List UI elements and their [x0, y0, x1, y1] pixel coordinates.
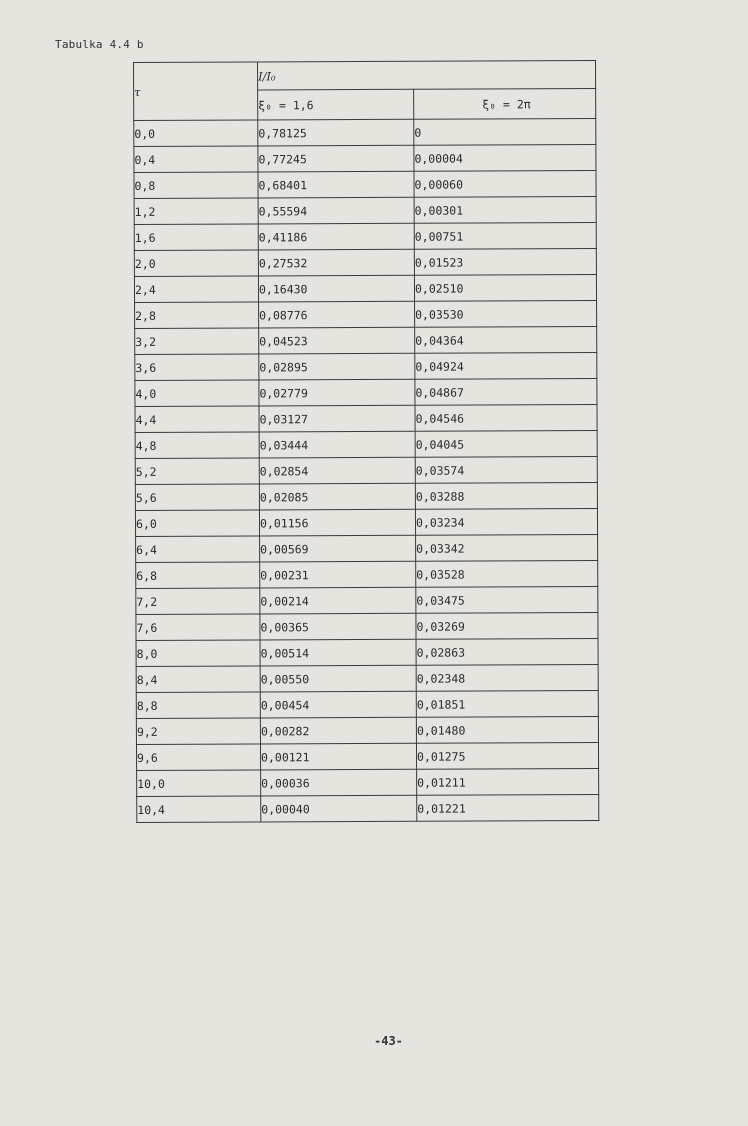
tau-cell: 0,4	[134, 146, 258, 173]
tau-cell: 2,0	[134, 250, 258, 277]
xi-2pi-value-cell: 0,04546	[415, 404, 597, 431]
table-row	[134, 248, 596, 276]
tau-cell: 10,0	[137, 770, 261, 797]
table-row	[135, 508, 597, 536]
table-row	[134, 196, 596, 224]
table-row	[135, 404, 597, 432]
tau-cell: 2,4	[134, 276, 258, 303]
tau-cell: 7,2	[136, 588, 260, 615]
xi-2pi-value-cell: 0,03574	[415, 456, 597, 483]
xi-1-6-value-cell: 0,00514	[260, 639, 416, 666]
xi-2pi-value-cell: 0,03528	[416, 560, 598, 587]
tau-cell: 2,8	[135, 302, 259, 329]
table-row	[135, 430, 597, 458]
xi-1-6-value-cell: 0,02779	[259, 379, 415, 406]
table-row	[136, 612, 598, 640]
table-body	[134, 118, 599, 822]
xi-1-6-value-cell: 0,00454	[260, 691, 416, 718]
xi-2pi-value-cell: 0,01480	[416, 716, 598, 743]
tau-cell: 4,4	[135, 406, 259, 433]
xi-1-6-value-cell: 0,00569	[260, 535, 416, 562]
xi-1-6-value-cell: 0,00040	[261, 795, 417, 822]
table-row	[136, 638, 598, 666]
xi-2pi-value-cell: 0,00004	[414, 144, 596, 171]
xi-2pi-value-cell: 0,04924	[415, 352, 597, 379]
table-row	[136, 742, 598, 770]
table-row	[135, 456, 597, 484]
xi-1-6-value-cell: 0,08776	[259, 301, 415, 328]
table-row	[136, 716, 598, 744]
xi-1-6-value-cell: 0,00214	[260, 587, 416, 614]
tau-cell: 7,6	[136, 614, 260, 641]
xi-2pi-value-cell: 0,00751	[414, 222, 596, 249]
xi-1-6-value-cell: 0,00365	[260, 613, 416, 640]
table-row	[135, 326, 597, 354]
table-caption: Tabulka 4.4 b	[55, 38, 144, 51]
table-row	[136, 664, 598, 692]
xi-1-6-value-cell: 0,03444	[259, 431, 415, 458]
xi-2pi-value-cell: 0,04045	[415, 430, 597, 457]
tau-cell: 3,6	[135, 354, 259, 381]
table-row	[135, 378, 597, 406]
xi-1-6-value-cell: 0,27532	[258, 249, 414, 276]
tau-cell: 0,0	[134, 120, 258, 147]
xi-1-6-value-cell: 0,02854	[259, 457, 415, 484]
tau-cell: 6,8	[136, 562, 260, 589]
table-row	[136, 560, 598, 588]
tau-cell: 0,8	[134, 172, 258, 199]
tau-cell: 4,0	[135, 380, 259, 407]
table-row	[137, 794, 599, 822]
xi-1-6-value-cell: 0,01156	[259, 509, 415, 536]
xi-1-6-value-cell: 0,78125	[258, 119, 414, 146]
tau-cell: 8,0	[136, 640, 260, 667]
xi-2pi-value-cell: 0	[414, 118, 596, 145]
table-row	[134, 144, 596, 172]
table-row	[136, 690, 598, 718]
xi-1-6-value-cell: 0,55594	[258, 197, 414, 224]
xi-1-6-value-cell: 0,00231	[260, 561, 416, 588]
data-table	[133, 60, 599, 823]
xi-2pi-value-cell: 0,02863	[416, 638, 598, 665]
tau-cell: 5,6	[135, 484, 259, 511]
table-row	[135, 300, 597, 328]
xi-2pi-value-cell: 0,03530	[415, 300, 597, 327]
xi-2pi-column-header: ξ₀ = 2π	[414, 88, 596, 119]
table-row	[134, 274, 596, 302]
table-row	[134, 222, 596, 250]
table-row	[135, 352, 597, 380]
tau-cell: 4,8	[135, 432, 259, 459]
table-row	[134, 170, 596, 198]
xi-1-6-value-cell: 0,68401	[258, 171, 414, 198]
tau-cell: 8,4	[136, 666, 260, 693]
xi-2pi-value-cell: 0,02510	[414, 274, 596, 301]
xi-1-6-value-cell: 0,41186	[258, 223, 414, 250]
tau-cell: 8,8	[136, 692, 260, 719]
xi-1-6-column-header: ξ₀ = 1,6	[258, 89, 414, 120]
xi-1-6-value-cell: 0,02085	[259, 483, 415, 510]
tau-cell: 9,6	[136, 744, 260, 771]
tau-cell: 3,2	[135, 328, 259, 355]
tau-column-header: τ	[134, 62, 258, 121]
tau-cell: 1,6	[134, 224, 258, 251]
xi-1-6-value-cell: 0,02895	[259, 353, 415, 380]
tau-cell: 6,0	[135, 510, 259, 537]
xi-1-6-value-cell: 0,77245	[258, 145, 414, 172]
xi-2pi-value-cell: 0,03234	[415, 508, 597, 535]
xi-2pi-value-cell: 0,01275	[416, 742, 598, 769]
xi-1-6-value-cell: 0,16430	[258, 275, 414, 302]
xi-2pi-value-cell: 0,01851	[416, 690, 598, 717]
xi-1-6-value-cell: 0,03127	[259, 405, 415, 432]
xi-2pi-value-cell: 0,03288	[415, 482, 597, 509]
table-row	[136, 586, 598, 614]
xi-2pi-value-cell: 0,04364	[415, 326, 597, 353]
xi-2pi-value-cell: 0,03475	[416, 586, 598, 613]
table-row	[136, 534, 598, 562]
table-row	[137, 768, 599, 796]
xi-2pi-value-cell: 0,03269	[416, 612, 598, 639]
xi-1-6-value-cell: 0,00282	[260, 717, 416, 744]
xi-1-6-value-cell: 0,00550	[260, 665, 416, 692]
page-number: -43-	[374, 1034, 403, 1048]
xi-2pi-value-cell: 0,03342	[416, 534, 598, 561]
xi-2pi-value-cell: 0,01211	[417, 768, 599, 795]
xi-2pi-value-cell: 0,00060	[414, 170, 596, 197]
xi-2pi-value-cell: 0,01221	[417, 794, 599, 821]
xi-2pi-value-cell: 0,02348	[416, 664, 598, 691]
xi-1-6-value-cell: 0,04523	[259, 327, 415, 354]
tau-cell: 9,2	[136, 718, 260, 745]
xi-2pi-value-cell: 0,00301	[414, 196, 596, 223]
xi-1-6-value-cell: 0,00121	[260, 743, 416, 770]
xi-1-6-value-cell: 0,00036	[261, 769, 417, 796]
xi-2pi-value-cell: 0,01523	[414, 248, 596, 275]
tau-cell: 6,4	[136, 536, 260, 563]
xi-2pi-value-cell: 0,04867	[415, 378, 597, 405]
table-row	[135, 482, 597, 510]
intensity-ratio-header: I/I₀	[258, 60, 596, 89]
tau-cell: 1,2	[134, 198, 258, 225]
table-row	[134, 118, 596, 146]
tau-cell: 10,4	[137, 796, 261, 823]
tau-cell: 5,2	[135, 458, 259, 485]
